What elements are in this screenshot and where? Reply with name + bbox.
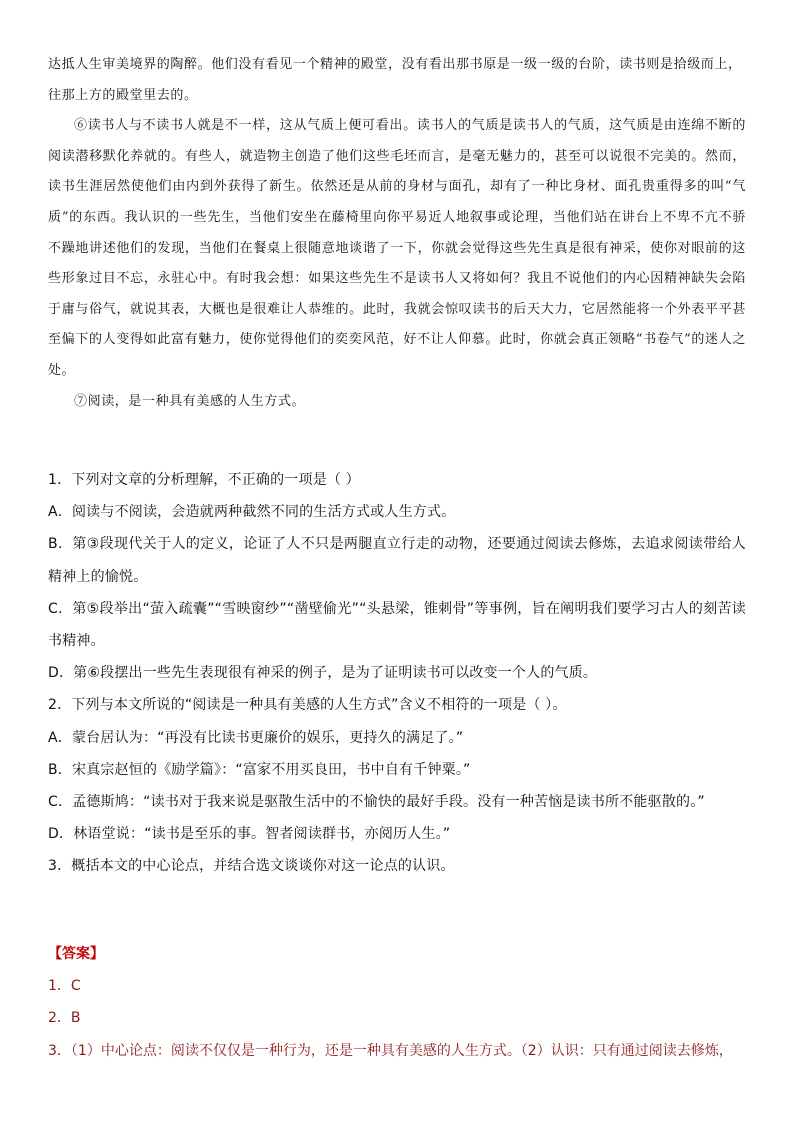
question-2-option-a: A．蒙台居认为：“再没有比读书更廉价的娱乐，更持久的满足了。” (48, 729, 464, 746)
question-3-stem: 3．概括本文的中心论点，并结合选文谈谈你对这一论点的认识。 (48, 858, 455, 875)
answer-section (48, 938, 746, 1067)
question-1-option-a: A．阅读与不阅读，会造就两种截然不同的生活方式或人生方式。 (48, 504, 456, 521)
answer-2: 2．B (48, 1010, 81, 1027)
question-1-stem: 1．下列对文章的分析理解，不正确的一项是（ ） (48, 472, 360, 488)
paragraph-5-continued-line-1: 达抵人生审美境界的陶醉。他们没有看见一个精神的殿堂，没有看出那书原是一级一级的台阶，读书则是拾级而上， (48, 57, 742, 72)
question-1-option-b: B．第③段现代关于人的定义，论证了人不只是两腿直立行走的动物，还要通过阅读去修炼，去追求阅读带给人精神上的愉悦。 (48, 536, 746, 585)
paragraph-7: ⑦阅读，是一种具有美感的人生方式。 (74, 393, 306, 409)
answer-1: 1．C (48, 978, 81, 995)
question-2-option-b: B．宋真宗赵恒的《励学篇》：“富家不用买良田，书中自有千钟粟。” (48, 761, 471, 778)
question-1-option-c: C．第⑤段举出“萤入疏囊”“雪映窗纱”“凿壁偷光”“头悬梁，锥刺骨”等事例，旨在阐明我们要学习古人的刻苦读书精神。 (48, 600, 746, 650)
question-1-option-d: D．第⑥段摆出一些先生表现很有神采的例子，是为了证明读书可以改变一个人的气质。 (48, 665, 598, 682)
question-2-stem: 2．下列与本文所说的“阅读是一种具有美感的人生方式”含义不相符的一项是（ ）。 (48, 697, 567, 714)
paragraph-5-continued-line-2: 往那上方的殿堂里去的。 (48, 87, 198, 103)
answer-3: 3．（1）中心论点：阅读不仅仅是一种行为，还是一种具有美感的人生方式。（2）认识：只有通过阅读去修炼， (48, 1042, 733, 1059)
question-2-option-d: D．林语堂说：“读书是至乐的事。智者阅读群书，亦阅历人生。” (48, 826, 451, 843)
question-2-option-c: C．孟德斯鸠：“读书对于我来说是驱散生活中的不愉快的最好手段。没有一种苦恼是读书所不能驱散的。” (48, 794, 705, 811)
reading-passage (48, 50, 746, 417)
paragraph-6: ⑥读书人与不读书人就是不一样，这从气质上便可看出。读书人的气质是读书人的气质，这气质是由连绵不断的阅读潜移默化养就的。有些人，就造物主创造了他们这些毛坯而言，是毫无魅力的，甚至可以说很不完美的。然而，读书生涯居然使他们由内到外获得了新生。依然还是从前的身材与面孔，却有了一种比身材、面孔贵重得多的叫“气质”的东西。我认识的一些先生，当他们安坐在藤椅里向你平易近人地叙事或论理，当他们站在讲台上不卑不亢不骄不躁地讲述他们的发现，当他们在餐桌上很随意地谈谐了一下，你就会觉得这些先生真是很有神采，使你对眼前的这些形象过目不忘，永驻心中。有时我会想：如果这些先生不是读书人又将如何？我且不说他们的内心因精神缺失会陷于庸与俗气，就说其表，大概也是很难让人恭维的。此时，我就会惊叹读书的后天大力，它居然能将一个外表平平甚至偏下的人变得如此富有魅力，使你觉得他们的奕奕风范，好不让人仰慕。此时，你就会真正领略“书卷气”的迷人之处。 (48, 118, 746, 378)
question-section (48, 464, 746, 883)
answer-heading: 【答案】 (48, 946, 104, 962)
